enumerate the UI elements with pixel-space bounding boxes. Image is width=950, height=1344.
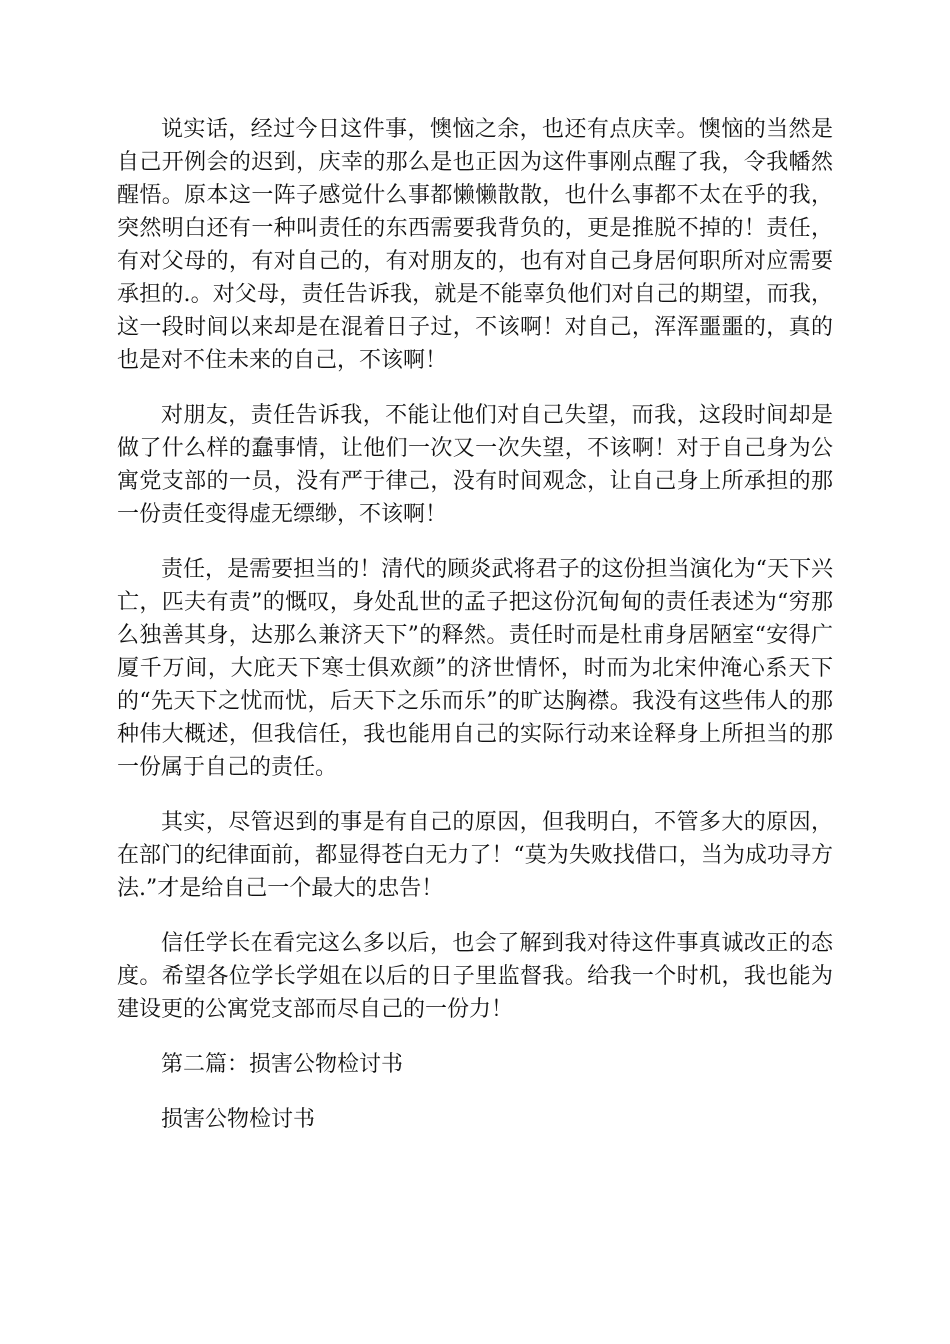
paragraph-3: 责任，是需要担当的！清代的顾炎武将君子的这份担当演化为“天下兴亡，匹夫有责”的慨叹，身处乱世的孟子把这份沉甸甸的责任表述为“穷那么独善其身，达那么兼济天下”的释然。责任时而是杜甫身居陋室“安得广厦千万间，大庇天下寒士俱欢颜”的济世情怀，时而为北宋仲淹心系天下的“先天下之忧而忧，后天下之乐而乐”的旷达胸襟。我没有这些伟人的那种伟大概述，但我信任，我也能用自己的实际行动来诠释身上所担当的那一份属于自己的责任。 (117, 557, 833, 780)
paragraph-1: 说实话，经过今日这件事，懊恼之余，也还有点庆幸。懊恼的当然是自己开例会的迟到，庆幸的那么是也正因为这件事刚点醒了我，令我幡然醒悟。原本这一阵子感觉什么事都懒懒散散，也什么事都不太在乎的我，突然明白还有一种叫责任的东西需要我背负的，更是推脱不掉的！责任，有对父母的，有对自己的，有对朋友的，也有对自己身居何职所对应需要承担的.。对父母，责任告诉我，就是不能辜负他们对自己的期望，而我，这一段时间以来却是在混着日子过，不该啊！对自己，浑浑噩噩的，真的也是对不住未来的自己，不该啊！ (117, 117, 833, 373)
paragraph-4: 其实，尽管迟到的事是有自己的原因，但我明白，不管多大的原因，在部门的纪律面前，都显得苍白无力了！“莫为失败找借口，当为成功寻方法.”才是给自己一个最大的忠告！ (117, 810, 833, 901)
paragraph-2: 对朋友，责任告诉我，不能让他们对自己失望，而我，这段时间却是做了什么样的蠢事情，让他们一次又一次失望，不该啊！对于自己身为公寓党支部的一员，没有严于律己，没有时间观念，让自己身上所承担的那一份责任变得虚无缥缈，不该啊！ (117, 403, 833, 527)
section-title: 第二篇：损害公物检讨书 (161, 1052, 404, 1077)
document-title: 损害公物检讨书 (161, 1107, 316, 1132)
document-page (117, 113, 833, 1158)
paragraph-5: 信任学长在看完这么多以后，也会了解到我对待这件事真诚改正的态度。希望各位学长学姐在以后的日子里监督我。给我一个时机，我也能为建设更的公寓党支部而尽自己的一份力！ (117, 931, 833, 1022)
